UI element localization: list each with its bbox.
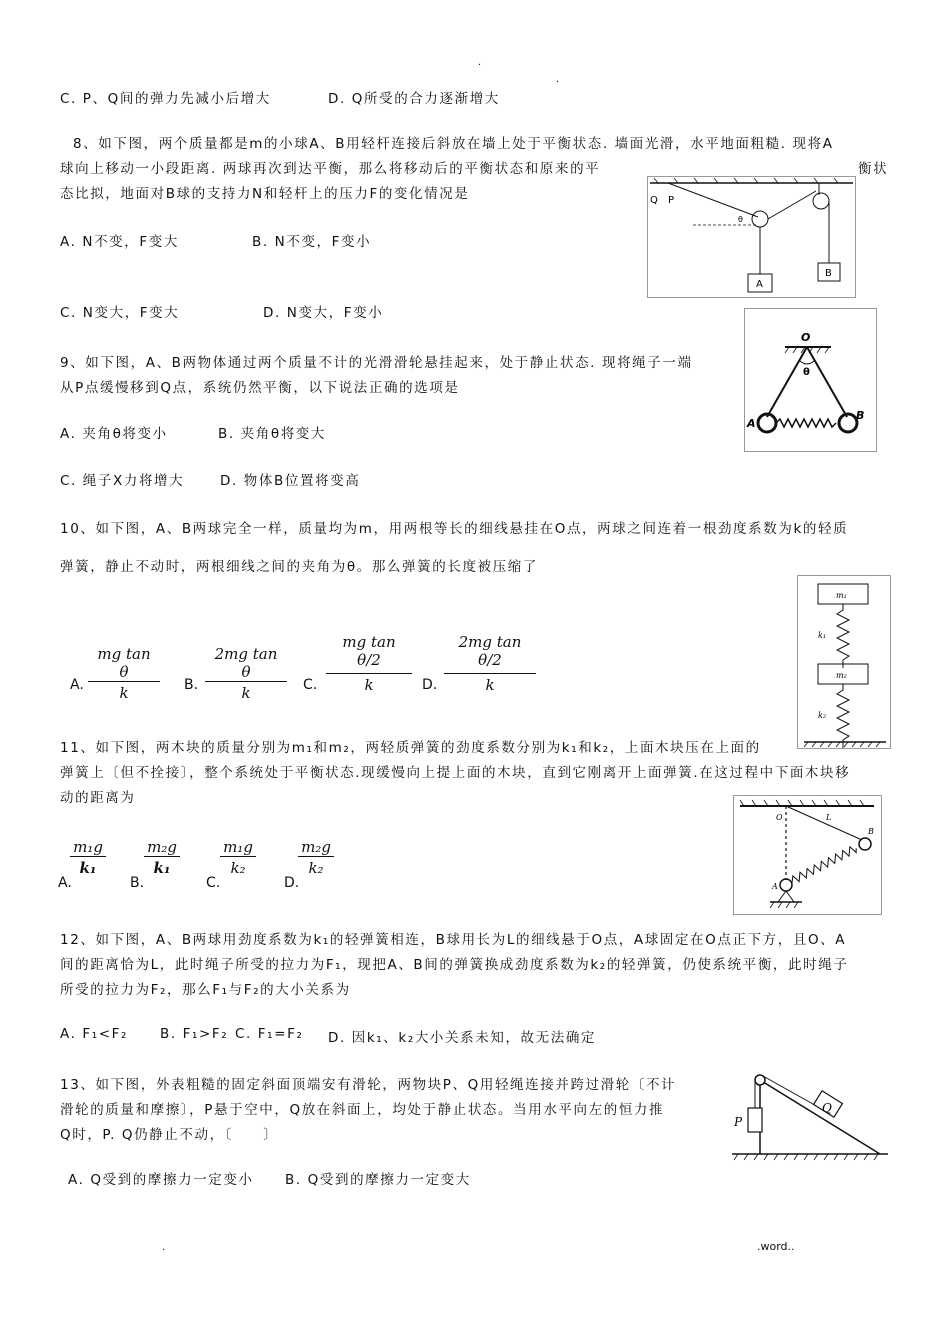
q11-text-line3: 动的距离为 [60, 790, 136, 806]
q9-option-c: C. 绳子X力将增大 [60, 473, 185, 489]
q12-text-line3: 所受的拉力为F₂，那么F₁与F₂的大小关系为 [60, 982, 351, 998]
q10-option-c-denominator: k [326, 673, 412, 694]
q10-option-d-label: D. [422, 677, 438, 693]
q12-option-c: C. F₁=F₂ [235, 1026, 304, 1042]
q12-option-b: B. F₁>F₂ [160, 1026, 229, 1042]
q10-option-c-fraction [326, 633, 412, 694]
q10-option-c-label: C. [303, 677, 318, 693]
q9-option-d: D. 物体B位置将变高 [220, 473, 361, 489]
q8-text-line1: 8、如下图，两个质量都是m的小球A、B用轻杆连接后斜放在墙上处于平衡状态. 墙面光滑，水平地面粗糙. 现将A [73, 136, 834, 152]
q10-option-d-numerator: 2mg tan θ/2 [458, 633, 522, 669]
q10-option-d-fraction [444, 633, 536, 694]
q10-option-a-label: A. [70, 677, 84, 693]
label-b: B [856, 409, 865, 422]
q11-option-d-fraction [298, 838, 334, 877]
q11-option-a-label: A. [58, 875, 72, 891]
q11-option-d-numerator: m₂g [301, 838, 331, 856]
q13-text-line3: Q时，P. Q仍静止不动，〔 〕 [60, 1127, 279, 1143]
q12-text-line1: 12、如下图，A、B两球用劲度系数为k₁的轻弹簧相连，B球用长为L的细线悬于O点，A球固定在O点正下方，且O、A [60, 932, 847, 948]
q8-text-line2-end: 衡状 [858, 161, 889, 177]
q10-text-line2: 弹簧，静止不动时，两根细线之间的夹角为θ。那么弹簧的长度被压缩了 [60, 559, 538, 575]
q11-option-c-fraction [220, 838, 256, 877]
label-a: A [756, 279, 763, 290]
q11-option-b-label: B. [130, 875, 145, 891]
footer-left: . [162, 1242, 166, 1253]
q11-option-b-fraction [144, 838, 180, 877]
q8-option-d: D. N变大，F变小 [263, 305, 384, 321]
q10-option-b-denominator: k [205, 681, 287, 702]
q12-text-line2: 间的距离恰为L，此时绳子所受的拉力为F₁，现把A、B间的弹簧换成劲度系数为k₂的轻弹簧，仍使系统平衡，此时绳子 [60, 957, 849, 973]
label-theta: θ [738, 215, 743, 224]
label-p: P [734, 1115, 743, 1129]
q10-option-a-fraction [88, 645, 160, 702]
q11-text-line2: 弹簧上〔但不拴接〕，整个系统处于平衡状态.现缓慢向上提上面的木块，直到它刚离开上面弹簧.在这过程中下面木块移 [60, 765, 851, 781]
triangle-spring-diagram [745, 309, 876, 451]
label-p: P [668, 195, 675, 206]
q9-option-a: A. 夹角θ将变小 [60, 426, 168, 442]
q11-option-c-numerator: m₁g [223, 838, 253, 856]
q11-option-b-numerator: m₂g [147, 838, 177, 856]
q10-option-d-denominator: k [444, 673, 536, 694]
q8-option-c: C. N变大，F变大 [60, 305, 180, 321]
q10-option-b-numerator: 2mg tan θ [214, 645, 278, 681]
q12-option-a: A. F₁<F₂ [60, 1026, 129, 1042]
q10-option-a-numerator: mg tan θ [97, 645, 151, 681]
q8-figure [647, 176, 856, 298]
q12-option-d: D. 因k₁、k₂大小关系未知，故无法确定 [328, 1030, 597, 1046]
pendulum-spring-diagram [734, 796, 881, 914]
label-o: O [801, 331, 811, 344]
q8-text-line2: 球向上移动一小段距离. 两球再次到达平衡，那么将移动后的平衡状态和原来的平 [60, 161, 601, 177]
q11-option-d-denominator: k₂ [298, 856, 334, 877]
q10-option-c-numerator: mg tan θ/2 [342, 633, 396, 669]
label-l: L [826, 813, 832, 822]
q11-option-b-denominator: k₁ [144, 856, 180, 877]
q8-option-a: A. N不变，F变大 [60, 234, 179, 250]
header-dot: . [478, 57, 482, 68]
pulley-diagram [648, 177, 855, 297]
label-m1: m₁ [836, 591, 847, 600]
label-m2: m₂ [836, 671, 847, 680]
q13-text-line2: 滑轮的质量和摩擦〕，P悬于空中，Q放在斜面上，均处于静止状态。当用水平向左的恒力推 [60, 1102, 665, 1118]
q11-option-a-denominator: k₁ [70, 856, 106, 877]
q9-option-b: B. 夹角θ将变大 [218, 426, 327, 442]
q11-option-d-label: D. [284, 875, 300, 891]
block-spring-diagram [798, 576, 890, 748]
label-b: B [868, 827, 874, 836]
label-theta: θ [803, 367, 810, 378]
q9-text-line2: 从P点缓慢移到Q点，系统仍然平衡，以下说法正确的选项是 [60, 380, 460, 396]
label-a: A [772, 882, 778, 891]
q13-text-line1: 13、如下图，外表粗糙的固定斜面顶端安有滑轮，两物块P、Q用轻绳连接并跨过滑轮〔不计 [60, 1077, 677, 1093]
q8-text-line3: 态比拟，地面对B球的支持力N和轻杆上的压力F的变化情况是 [60, 186, 470, 202]
q11-text-line1: 11、如下图，两木块的质量分别为m₁和m₂，两轻质弹簧的劲度系数分别为k₁和k₂，上面木块压在上面的 [60, 740, 761, 756]
q11-option-c-denominator: k₂ [220, 856, 256, 877]
label-k2: k₂ [818, 711, 827, 720]
q12-figure [733, 795, 882, 915]
q10-option-a-denominator: k [88, 681, 160, 702]
q13-figure [730, 1070, 890, 1162]
label-q: Q [650, 195, 658, 206]
label-b: B [825, 268, 832, 279]
label-o: O [776, 813, 783, 822]
label-a: A [747, 417, 756, 430]
footer-right: .word.. [757, 1240, 795, 1253]
q7-option-c: C. P、Q间的弹力先减小后增大 [60, 91, 271, 107]
q10-option-b-fraction [205, 645, 287, 702]
q11-option-a-numerator: m₁g [73, 838, 103, 856]
q7-option-d: D. Q所受的合力逐渐增大 [328, 91, 500, 107]
q13-option-a: A. Q受到的摩擦力一定变小 [68, 1172, 254, 1188]
header-dot: . [556, 74, 560, 85]
q11-option-c-label: C. [206, 875, 221, 891]
q8-option-b: B. N不变，F变小 [252, 234, 372, 250]
q10-figure [797, 575, 891, 749]
q10-option-b-label: B. [184, 677, 199, 693]
label-q: Q [822, 1101, 832, 1115]
q13-option-b: B. Q受到的摩擦力一定变大 [285, 1172, 471, 1188]
q10-text-line1: 10、如下图，A、B两球完全一样，质量均为m，用两根等长的细线悬挂在O点，两球之间连着一根劲度系数为k的轻质 [60, 521, 849, 537]
incline-pulley-diagram [730, 1070, 890, 1162]
label-k1: k₁ [818, 631, 827, 640]
q11-option-a-fraction [70, 838, 106, 877]
q9-figure [744, 308, 877, 452]
q9-text-line1: 9、如下图，A、B两物体通过两个质量不计的光滑滑轮悬挂起来，处于静止状态. 现将绳子一端 [60, 355, 693, 371]
